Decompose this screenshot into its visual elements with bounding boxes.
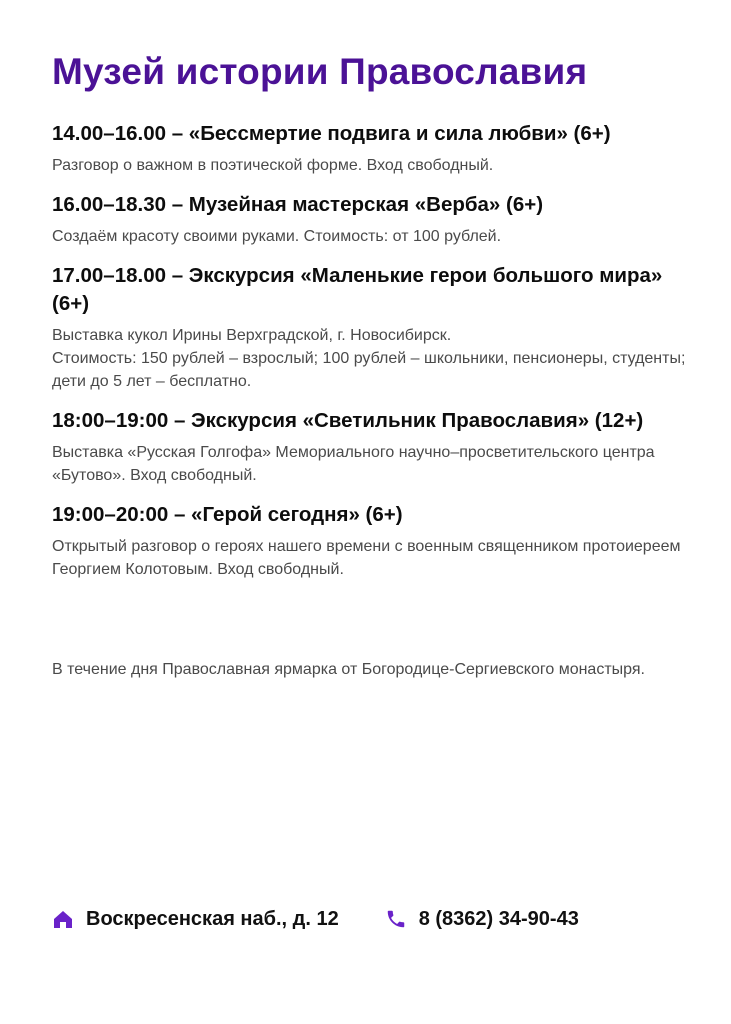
event-description [52, 535, 692, 581]
event-description-line: Стоимость: 150 рублей – взрослый; 100 рублей – школьники, пенсионеры, студенты; дети до 5 лет – бесплатно. [52, 350, 686, 390]
phone-icon [385, 908, 407, 930]
event-heading: 16.00–18.30 – Музейная мастерская «Верба» (6+) [52, 193, 544, 216]
event-heading: 14.00–16.00 – «Бессмертие подвига и сила любви» (6+) [52, 122, 611, 145]
event-description [52, 225, 692, 248]
event-description-line: Разговор о важном в поэтической форме. Вход свободный. [52, 157, 494, 174]
fair-note: В течение дня Православная ярмарка от Богородице-Сергиевского монастыря. [52, 661, 645, 678]
phone-item[interactable] [385, 908, 579, 931]
event-item [52, 191, 692, 248]
event-item [52, 262, 692, 393]
event-description [52, 324, 692, 393]
event-heading: 18:00–19:00 – Экскурсия «Светильник Православия» (12+) [52, 409, 644, 432]
event-description-line: Выставка «Русская Голгофа» Мемориального научно–просветительского центра «Бутово». Вход свободный. [52, 444, 655, 484]
event-description [52, 154, 692, 177]
footer [52, 904, 692, 934]
event-heading: 17.00–18.00 – Экскурсия «Маленькие герои большого мира» (6+) [52, 264, 663, 315]
address-item [52, 908, 339, 931]
event-description [52, 441, 692, 487]
event-heading: 19:00–20:00 – «Герой сегодня» (6+) [52, 503, 403, 526]
event-description-line: Выставка кукол Ирины Верхградской, г. Новосибирск. [52, 327, 452, 344]
event-item [52, 120, 692, 177]
event-description-line: Создаём красоту своими руками. Стоимость: от 100 рублей. [52, 228, 502, 245]
event-item [52, 501, 692, 581]
event-list [52, 120, 692, 595]
event-description-line: Открытый разговор о героях нашего времени с военным священником протоиереем Георгием Колотовым. Вход свободный. [52, 538, 681, 578]
phone-text: 8 (8362) 34-90-43 [418, 907, 579, 930]
address-text: Воскресенская наб., д. 12 [86, 907, 339, 930]
home-icon [52, 908, 74, 930]
page-title: Музей истории Православия [52, 51, 588, 92]
event-item [52, 407, 692, 487]
